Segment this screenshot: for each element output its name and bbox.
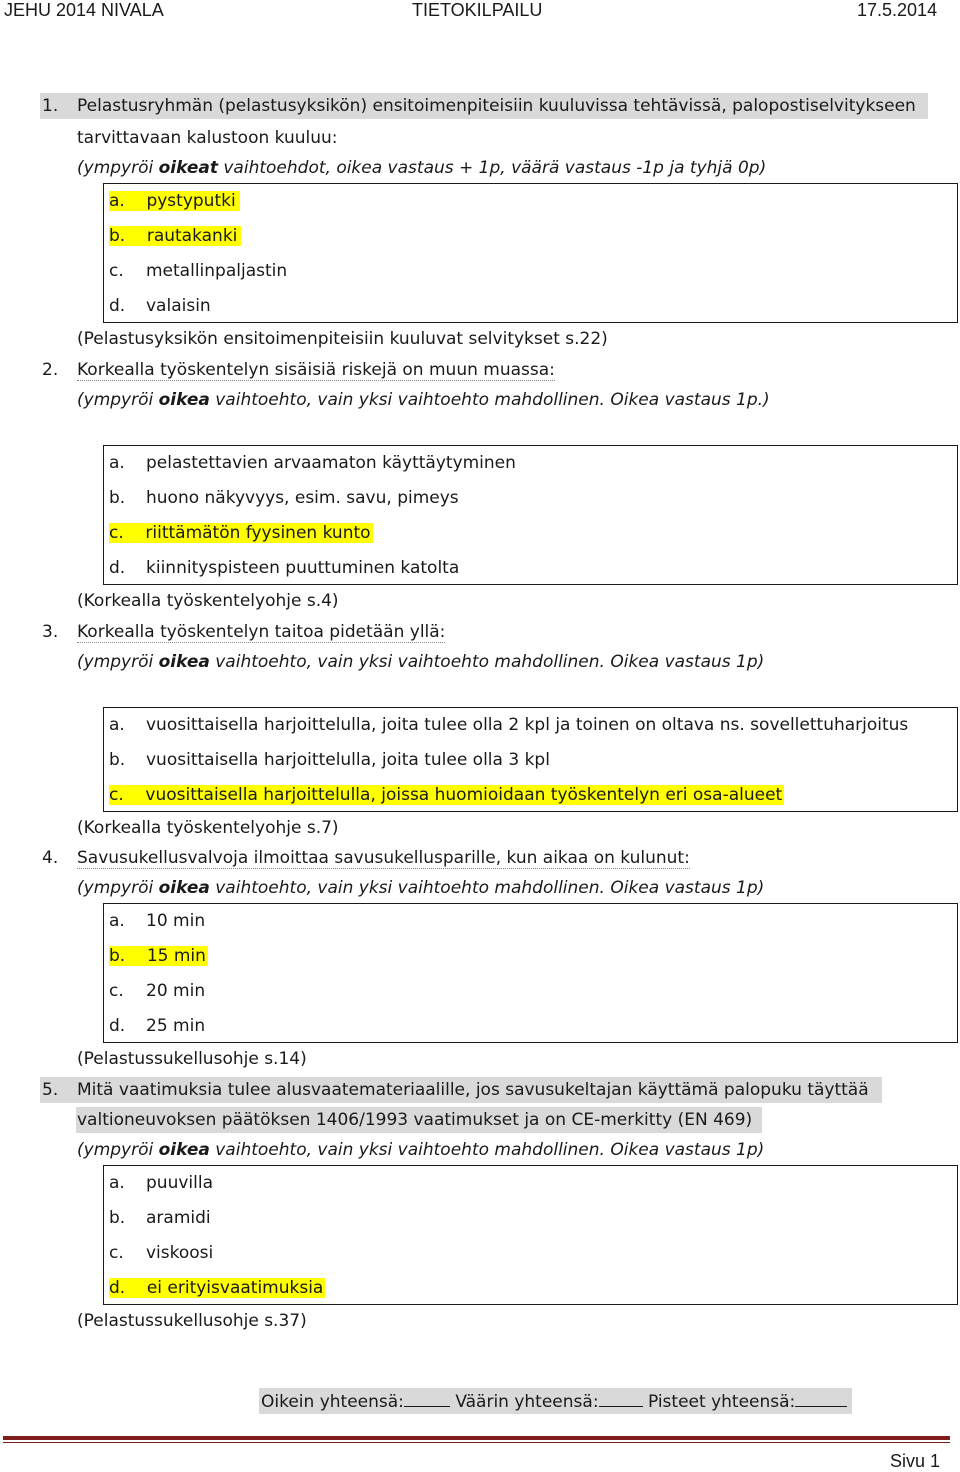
q5-option-b[interactable]: b. aramidi: [109, 1208, 211, 1228]
footer-rule-thin: [3, 1442, 950, 1443]
q2-source: (Korkealla työskentelyohje s.4): [77, 591, 339, 611]
q4-option-a[interactable]: a. 10 min: [109, 911, 206, 931]
totals-line: [261, 1391, 847, 1412]
footer-rule: [3, 1436, 950, 1440]
q1-instruction: (ympyröi oikeat vaihtoehdot, oikea vastaus + 1p, väärä vastaus -1p ja tyhjä 0p): [77, 158, 767, 178]
total-correct-label: Oikein yhteensä:: [261, 1392, 404, 1412]
q1-option-a[interactable]: a. pystyputki: [109, 191, 240, 211]
q4-option-b[interactable]: b. 15 min: [109, 946, 206, 966]
q5-option-a[interactable]: a. puuvilla: [109, 1173, 213, 1193]
q2-option-a[interactable]: a. pelastettavien arvaamaton käyttäytyminen: [109, 453, 516, 473]
q4-options-box: [103, 903, 958, 1043]
header-center: TIETOKILPAILU: [412, 0, 543, 20]
q1-option-d[interactable]: d. valaisin: [109, 296, 211, 316]
total-wrong-blank[interactable]: [599, 1391, 643, 1407]
q2-option-b[interactable]: b. huono näkyvyys, esim. savu, pimeys: [109, 488, 459, 508]
q4-number: 4.: [42, 848, 59, 868]
q1-option-c[interactable]: c. metallinpaljastin: [109, 261, 288, 281]
q4-text: Savusukellusvalvoja ilmoittaa savusukellusparille, kun aikaa on kulunut:: [77, 848, 690, 868]
page-number: Sivu 1: [890, 1451, 941, 1471]
q5-instruction: (ympyröi oikea vaihtoehto, vain yksi vaihtoehto mahdollinen. Oikea vastaus 1p): [77, 1140, 765, 1160]
q5-source: (Pelastussukellusohje s.37): [77, 1311, 307, 1331]
q3-instruction: (ympyröi oikea vaihtoehto, vain yksi vaihtoehto mahdollinen. Oikea vastaus 1p): [77, 652, 765, 672]
q4-option-d[interactable]: d. 25 min: [109, 1016, 206, 1036]
total-correct-blank[interactable]: [404, 1391, 450, 1407]
q5-number: 5.: [42, 1080, 59, 1100]
q2-instruction: (ympyröi oikea vaihtoehto, vain yksi vaihtoehto mahdollinen. Oikea vastaus 1p.): [77, 390, 770, 410]
q1-text-line1: Pelastusryhmän (pelastusyksikön) ensitoimenpiteisiin kuuluvissa tehtävissä, palopostiselvitykseen: [77, 96, 916, 116]
q4-instruction: (ympyröi oikea vaihtoehto, vain yksi vaihtoehto mahdollinen. Oikea vastaus 1p): [77, 878, 765, 898]
q4-source: (Pelastussukellusohje s.14): [77, 1049, 307, 1069]
q3-option-b[interactable]: b. vuosittaisella harjoittelulla, joita tulee olla 3 kpl: [109, 750, 550, 770]
q3-option-a[interactable]: a. vuosittaisella harjoittelulla, joita tulee olla 2 kpl ja toinen on oltava ns. sovellettuharjoitus: [109, 715, 909, 735]
total-points-label: Pisteet yhteensä:: [647, 1392, 796, 1412]
q2-option-c[interactable]: c. riittämätön fyysinen kunto: [109, 523, 371, 543]
q3-number: 3.: [42, 622, 59, 642]
q5-text-line1: Mitä vaatimuksia tulee alusvaatemateriaalille, jos savusukeltajan käyttämä palopuku täyttää: [77, 1080, 869, 1100]
q1-number: 1.: [42, 96, 59, 116]
total-points-blank[interactable]: [795, 1391, 847, 1407]
header-left: JEHU 2014 NIVALA: [4, 0, 164, 20]
q2-number: 2.: [42, 360, 59, 380]
q1-source: (Pelastusyksikön ensitoimenpiteisiin kuuluvat selvitykset s.22): [77, 329, 608, 349]
q3-option-c[interactable]: c. vuosittaisella harjoittelulla, joissa huomioidaan työskentelyn eri osa-alueet: [109, 785, 783, 805]
total-wrong-label: Väärin yhteensä:: [455, 1392, 599, 1412]
q4-option-c[interactable]: c. 20 min: [109, 981, 206, 1001]
q2-text: Korkealla työskentelyn sisäisiä riskejä on muun muassa:: [77, 360, 555, 380]
q5-option-d[interactable]: d. ei erityisvaatimuksia: [109, 1278, 324, 1298]
q5-option-c[interactable]: c. viskoosi: [109, 1243, 214, 1263]
q1-text-line2: tarvittavaan kalustoon kuuluu:: [77, 128, 338, 148]
q2-option-d[interactable]: d. kiinnityspisteen puuttuminen katolta: [109, 558, 460, 578]
q5-text-line2: valtioneuvoksen päätöksen 1406/1993 vaatimukset ja on CE-merkitty (EN 469): [77, 1110, 753, 1130]
q3-source: (Korkealla työskentelyohje s.7): [77, 818, 339, 838]
q1-option-b[interactable]: b. rautakanki: [109, 226, 241, 246]
header-right: 17.5.2014: [857, 0, 938, 20]
q3-text: Korkealla työskentelyn taitoa pidetään yllä:: [77, 622, 446, 642]
